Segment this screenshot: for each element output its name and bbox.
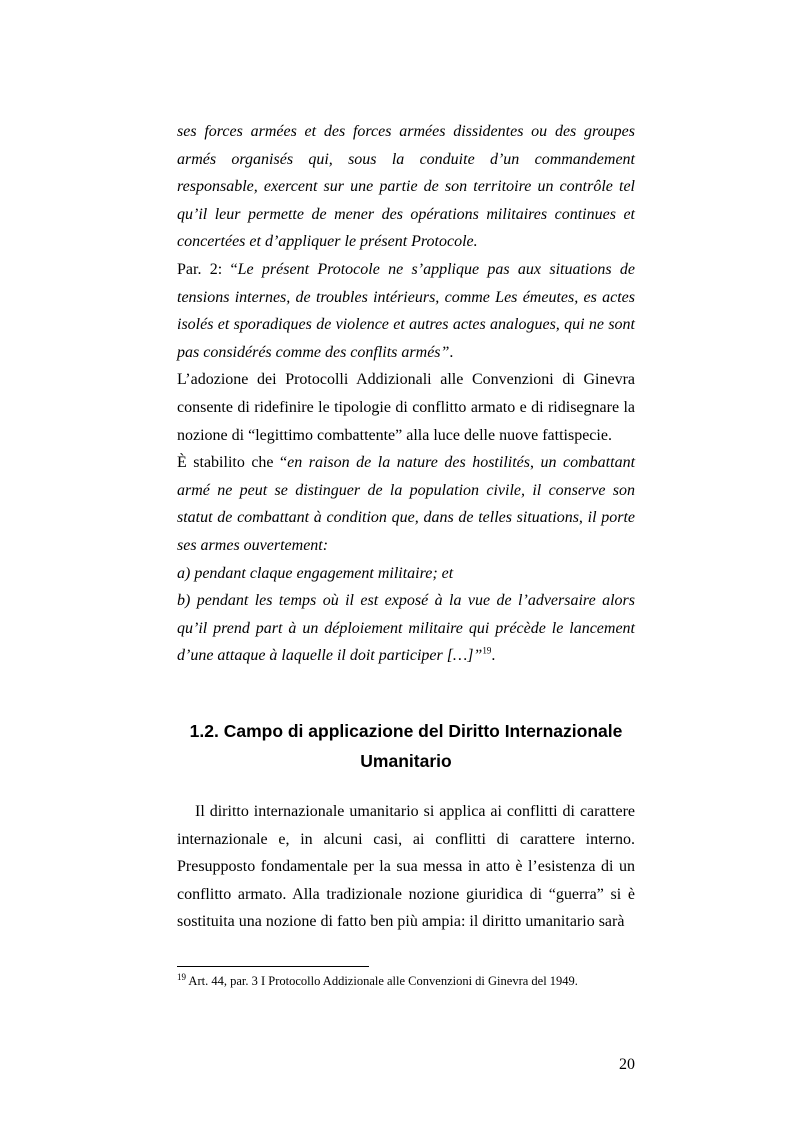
adozione-paragraph: L’adozione dei Protocolli Addizionali alle Convenzioni di Ginevra consente di ridefinire le tipologie di conflitto armato e di ridisegnare la nozione di “legittimo combattente” alla luce delle nuove fattispecie.: [177, 371, 635, 444]
stabilito-rest: un combattant armé ne peut se distinguer de la population civile, il conserve son statut de combattant à condition que, dans de telles situations, il porte ses armes ouvertement:: [177, 454, 636, 554]
par2-end: .: [449, 343, 454, 361]
item-b-end: .: [491, 647, 496, 665]
item-b: [177, 587, 635, 670]
par2-label: Par. 2: “: [177, 260, 238, 278]
section-heading: [177, 716, 635, 776]
section-heading-line2: Umanitario: [360, 751, 452, 771]
footnote-ref: 19: [482, 645, 492, 656]
stabilito-paragraph: [177, 449, 635, 559]
quote-par2: [177, 256, 635, 366]
quote-block: [177, 118, 635, 670]
item-a: a) pendant claque engagement militaire; et: [177, 564, 454, 582]
stabilito-lead: È stabilito che “: [177, 454, 288, 472]
footnote-text: Art. 44, par. 3 I Protocollo Addizionale alle Convenzioni di Ginevra del 1949.: [186, 974, 578, 988]
quote-intro: ses forces armées et des forces armées dissidentes ou des groupes armés organisés qui, sous la conduite d’un commandement responsable, exercent sur une partie de son territoire un contrôle tel qu’il leur permette de mener des opérations militaires continues et concertées et d’appliquer le présent Protocole.: [177, 123, 635, 251]
section-paragraph: Il diritto internazionale umanitario si applica ai conflitti di carattere internazionale e, in alcuni casi, ai conflitti di carattere interno. Presupposto fondamentale per la sua messa in atto è l’esistenza di un conflitto armato. Alla tradizionale nozione giuridica di “guerra” si è sostituita una nozione di fatto ben più ampia: il diritto umanitario sarà: [177, 803, 635, 931]
footnote: [177, 972, 635, 990]
section-body: [177, 798, 635, 936]
footnote-marker: 19: [177, 971, 186, 982]
stabilito-text: en raison de la nature des hostilités: [287, 454, 530, 472]
par2-text: Le présent Protocole ne s’applique pas aux situations de tensions internes, de troubles intérieurs, comme Les émeutes, es actes isolés et sporadiques de violence et autres actes analogues, qui ne sont pas considérés comme des conflits armés”: [177, 260, 635, 361]
item-b-text: b) pendant les temps où il est exposé à la vue de l’adversaire alors qu’il prend part à un déploiement militaire qui précède le lancement d’une attaque à laquelle il doit participer […]”: [177, 592, 635, 665]
footnote-separator: [177, 966, 369, 967]
section-heading-line1: 1.2. Campo di applicazione del Diritto Internazionale: [189, 721, 623, 741]
page-number: 20: [619, 1056, 635, 1073]
stabilito-comma: ,: [530, 454, 541, 472]
